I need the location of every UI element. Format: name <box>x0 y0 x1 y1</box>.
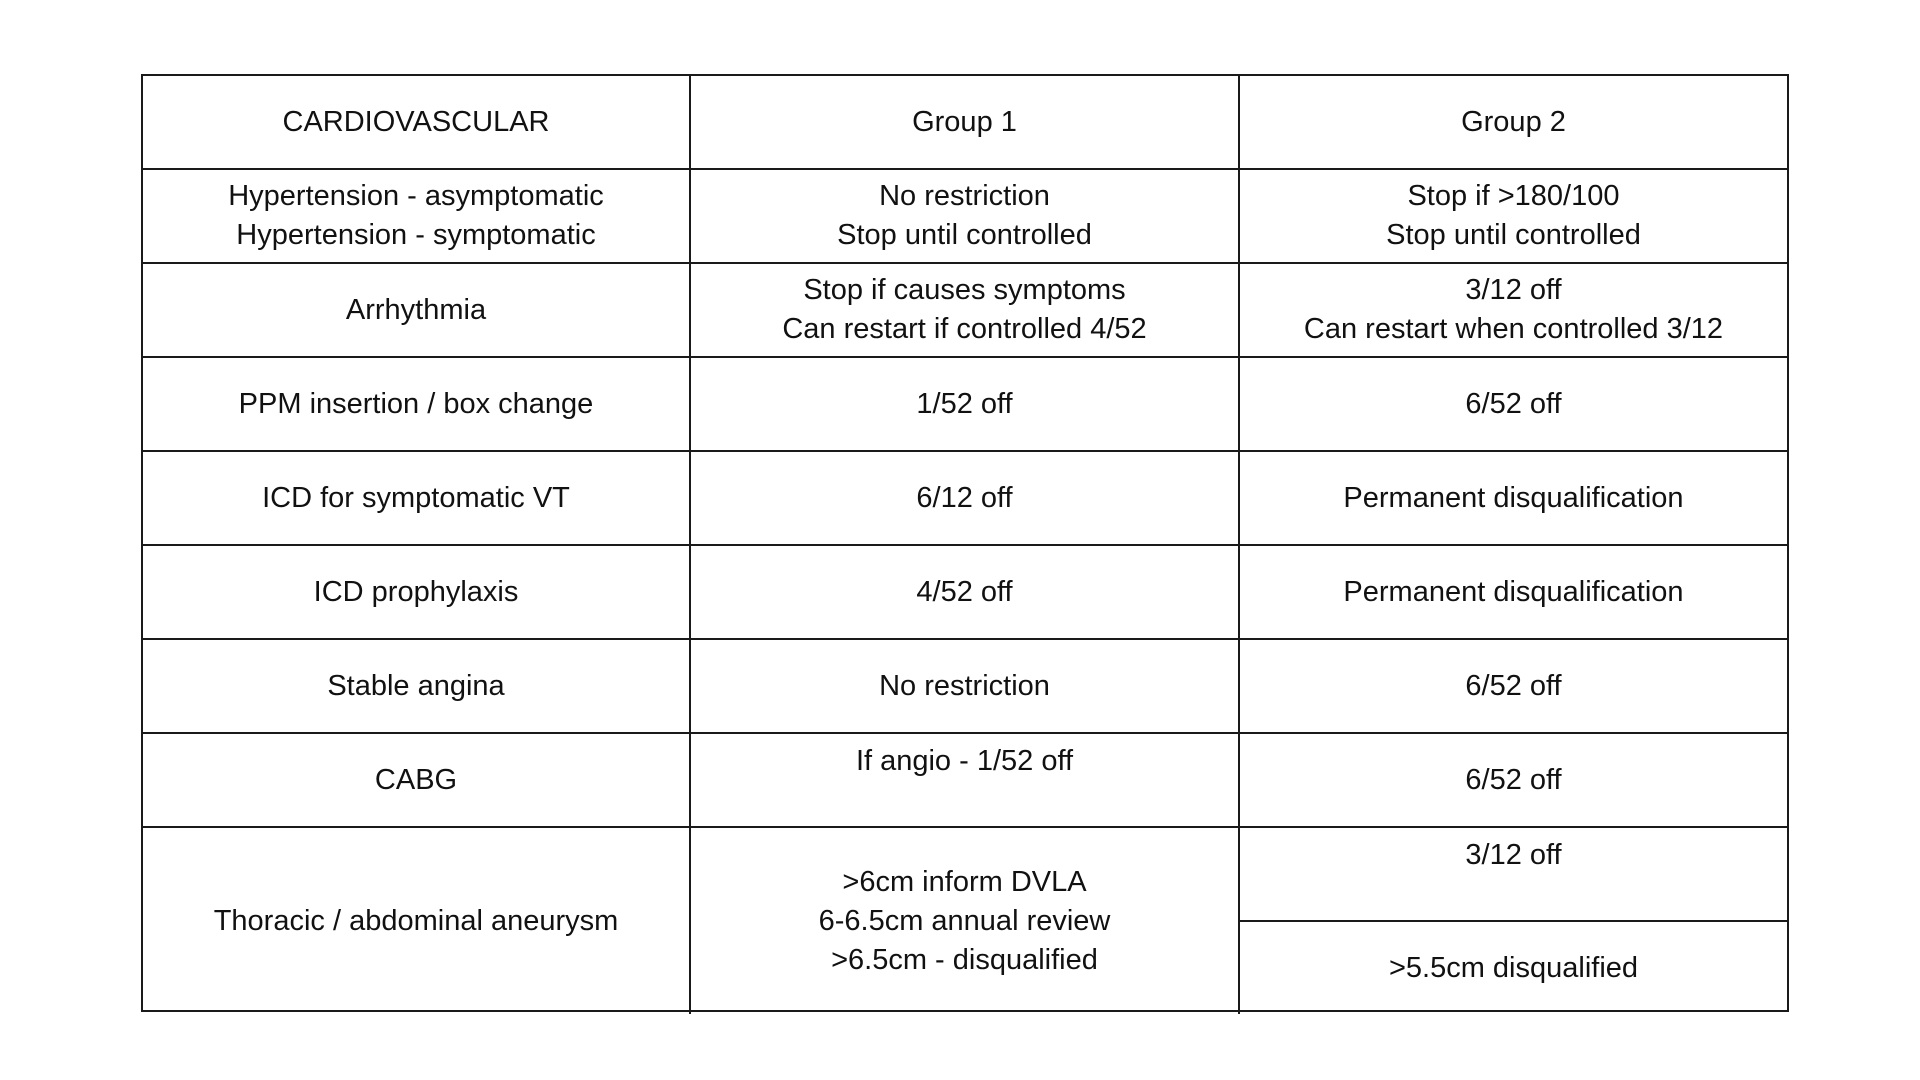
arrhythmia-condition-cell <box>143 264 691 358</box>
condition-line: Thoracic / abdominal aneurysm <box>213 904 619 937</box>
aneurysm-group1-cell <box>691 828 1240 1014</box>
group2-line: 6/52 off <box>1465 387 1562 420</box>
icd-prophylaxis-group1-cell <box>691 546 1240 640</box>
condition-line: Stable angina <box>327 669 505 702</box>
group2-line: >5.5cm disqualified <box>1388 951 1639 984</box>
hypertension-condition-cell <box>143 170 691 264</box>
ppm-group1-cell <box>691 358 1240 452</box>
group1-line: No restriction <box>879 180 1050 212</box>
group2-line: Permanent disqualification <box>1343 575 1684 608</box>
icd-prophylaxis-condition-cell <box>143 546 691 640</box>
group2-line: 3/12 off <box>1465 839 1562 871</box>
group1-line: Stop if causes symptoms <box>803 274 1126 306</box>
icd-prophylaxis-group2-cell <box>1240 546 1787 640</box>
group1-line: Can restart if controlled 4/52 <box>782 313 1147 345</box>
icd-vt-group1-cell <box>691 452 1240 546</box>
condition-line: CABG <box>374 763 458 796</box>
condition-line: Hypertension - asymptomatic <box>228 180 604 212</box>
group1-line: >6.5cm - disqualified <box>831 943 1098 976</box>
condition-line: Hypertension - symptomatic <box>236 219 596 251</box>
cardiovascular-driving-table <box>141 74 1789 1012</box>
header-cardiovascular <box>143 76 691 170</box>
group1-line: 4/52 off <box>916 575 1013 608</box>
group1-line: 1/52 off <box>916 387 1013 420</box>
stable-angina-group2-cell <box>1240 640 1787 734</box>
header-label: CARDIOVASCULAR <box>282 105 550 138</box>
arrhythmia-group2-cell <box>1240 264 1787 358</box>
group1-line: 6/12 off <box>916 481 1013 514</box>
header-group-2 <box>1240 76 1787 170</box>
group2-line: 6/52 off <box>1465 669 1562 702</box>
condition-line: ICD prophylaxis <box>313 575 519 608</box>
arrhythmia-group1-cell <box>691 264 1240 358</box>
ppm-condition-cell <box>143 358 691 452</box>
condition-line: ICD for symptomatic VT <box>262 481 570 514</box>
cabg-condition-cell <box>143 734 691 828</box>
header-label: Group 2 <box>1461 105 1566 138</box>
stable-angina-condition-cell <box>143 640 691 734</box>
icd-vt-condition-cell <box>143 452 691 546</box>
group1-line: If angio - 1/52 off <box>855 745 1074 777</box>
group2-line: Permanent disqualification <box>1343 481 1684 514</box>
condition-line: Arrhythmia <box>345 293 487 326</box>
header-group-1 <box>691 76 1240 170</box>
group2-line: 6/52 off <box>1465 763 1562 796</box>
aneurysm-group2-top-cell <box>1240 828 1787 922</box>
cabg-group1-cell <box>691 734 1240 828</box>
hypertension-group2-cell <box>1240 170 1787 264</box>
group1-line: Stop until controlled <box>837 219 1092 251</box>
stable-angina-group1-cell <box>691 640 1240 734</box>
ppm-group2-cell <box>1240 358 1787 452</box>
aneurysm-condition-cell <box>143 828 691 1014</box>
group2-line: Stop if >180/100 <box>1407 180 1620 212</box>
group2-line: Stop until controlled <box>1386 219 1641 251</box>
group2-line: 3/12 off <box>1465 274 1562 306</box>
group1-line: >6cm inform DVLA <box>842 865 1087 898</box>
cabg-group2-cell <box>1240 734 1787 828</box>
group1-line: 6-6.5cm annual review <box>818 904 1111 937</box>
group1-line: No restriction <box>879 669 1050 702</box>
group2-line: Can restart when controlled 3/12 <box>1303 313 1724 345</box>
icd-vt-group2-cell <box>1240 452 1787 546</box>
header-label: Group 1 <box>912 105 1017 138</box>
hypertension-group1-cell <box>691 170 1240 264</box>
condition-line: PPM insertion / box change <box>238 387 594 420</box>
aneurysm-group2-bottom-cell <box>1240 922 1787 1014</box>
